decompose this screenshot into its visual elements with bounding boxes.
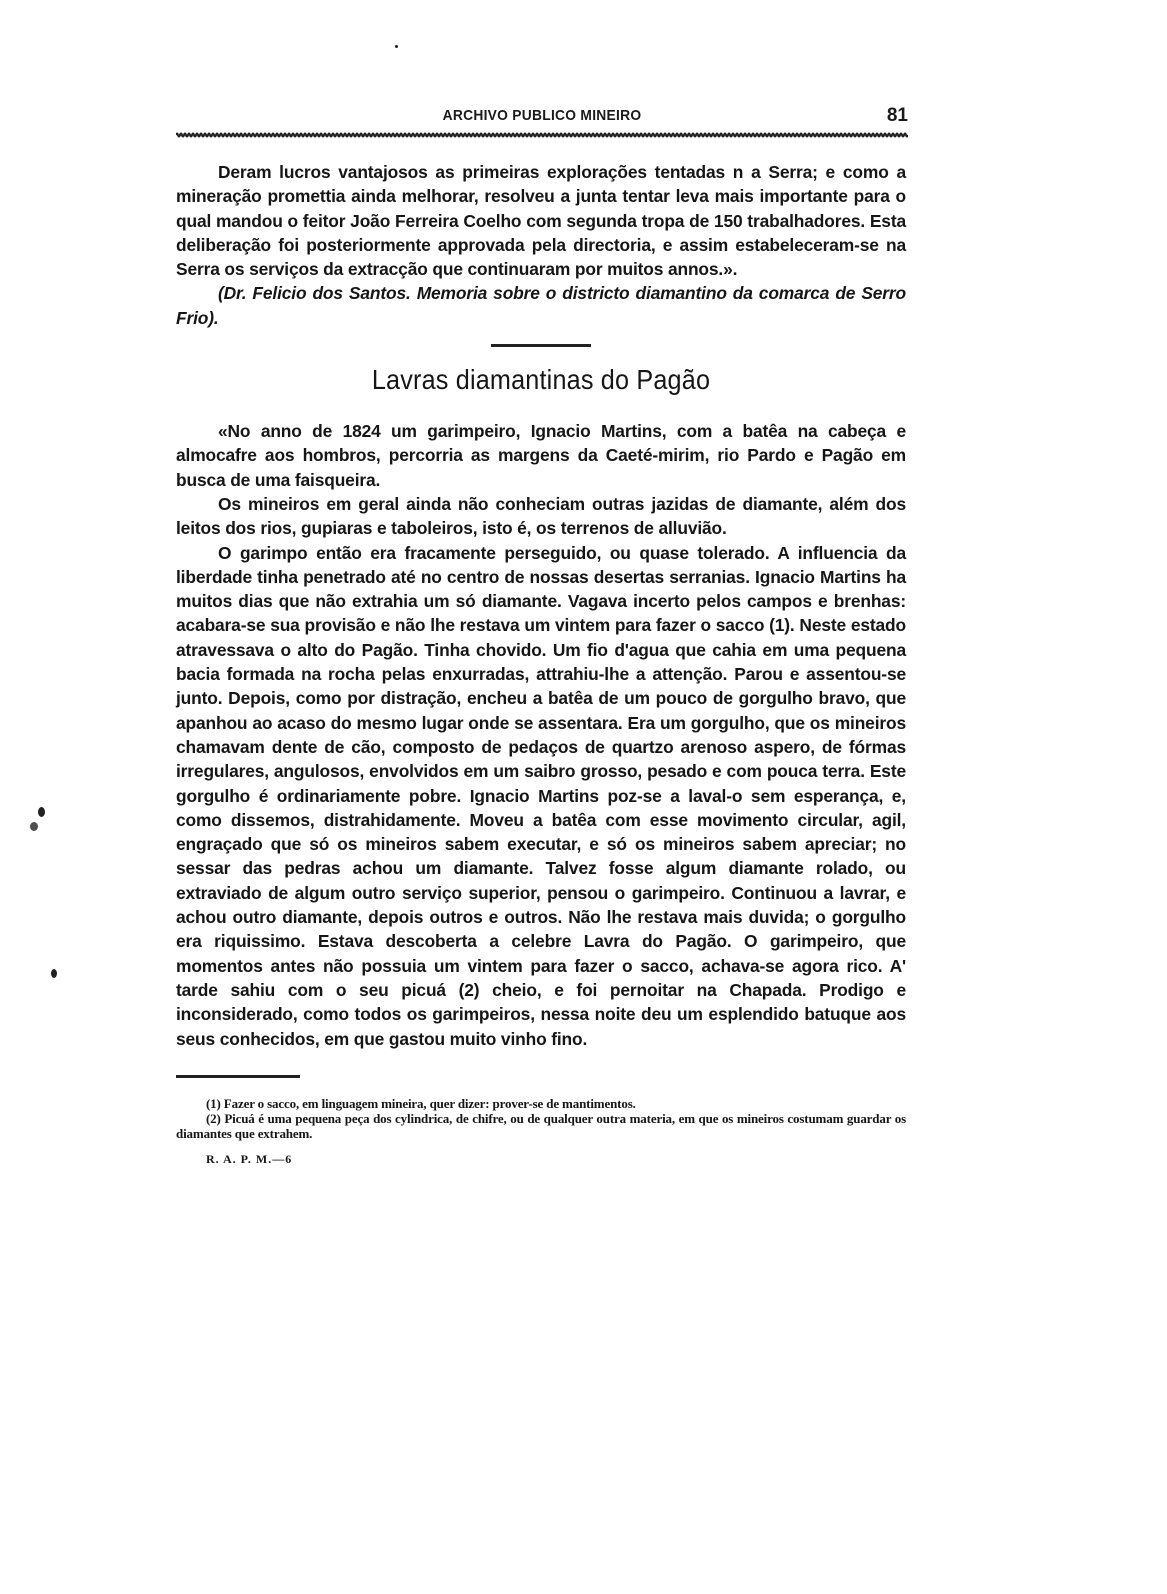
- footnote: (1) Fazer o sacco, em linguagem mineira, quer dizer: prover-se de mantimentos.: [206, 1095, 636, 1111]
- section-title: Lavras diamantinas do Pagão: [371, 364, 711, 396]
- section-divider: [491, 344, 591, 347]
- running-title: ARCHIVO PUBLICO MINEIRO: [442, 107, 642, 124]
- ink-blot-mark: [395, 45, 398, 48]
- ink-blot-mark: [38, 807, 45, 817]
- paragraph: Os mineiros em geral ainda não conheciam outras jazidas de diamante, além dos leitos dos rios, gupiaras e taboleiros, isto é, os terrenos de alluvião.: [176, 493, 906, 539]
- ink-blot-mark: [51, 969, 57, 978]
- page-number: 81: [886, 105, 908, 126]
- footnote-divider: [176, 1075, 300, 1078]
- page-header: [176, 107, 908, 131]
- paragraph: «No anno de 1824 um garimpeiro, Ignacio Martins, com a batêa na cabeça e almocafre aos hombros, percorria as margens da Caeté-mirim, rio Pardo e Pagão em busca de uma faisqueira.: [176, 421, 906, 490]
- footnote: (2) Picuá é uma pequena peça dos cylindrica, de chifre, ou de qualquer outra materia, em que os mineiros costumam guardar os diamantes que extrahem.: [176, 1110, 906, 1141]
- paragraph: O garimpo então era fracamente perseguido, ou quase tolerado. A influencia da liberdade tinha penetrado até no centro de nossas desertas serranias. Ignacio Martins ha muitos dias que não extrahia um só diamante. Vagava incerto pelos campos e brenhas: acabara-se sua provisão e não lhe restava um vintem para fazer o sacco (1). Neste estado atravessava o alto do Pagão. Tinha chovido. Um fio d'agua que cahia em uma pequena bacia formada na rocha pelas enxurradas, attrahiu-lhe a attenção. Parou e assentou-se junto. Depois, como por distração, encheu a batêa de um pouco de gorgulho bravo, que apanhou ao acaso do mesmo lugar onde se assentara. Era um gorgulho, que os mineiros chamavam dente de cão, composto de pedaços de quartzo arenoso aspero, de fórmas irregulares, angulosos, envolvidos em um saibro grosso, pesado e com pouca terra. Este gorgulho é ordinariamente pobre. Ignacio Martins poz-se a laval-o sem esperança, e, como dissemos, distrahidamente. Moveu a batêa com esse movimento circular, agil, engraçado que só os mineiros sabem executar, e só os mineiros sabem apreciar; no sessar das pedras achou um diamante. Talvez fosse algum diamante rolado, ou extraviado de algum outro serviço superior, pensou o garimpeiro. Continuou a lavrar, e achou outro diamante, depois outros e outros. Não lhe restava mais duvida; o gorgulho era riquissimo. Estava descoberta a celebre Lavra do Pagão. O garimpeiro, que momentos antes não possuia um vintem para fazer o sacco, achava-se agora rico. A' tarde sahiu com o seu picuá (2) cheio, e foi pernoitar na Chapada. Prodigo e inconsiderado, como todos os garimpeiros, nessa noite deu um esplendido batuque aos seus conhecidos, em que gastou muito vinho fino.: [176, 542, 906, 1049]
- footnotes: [176, 1096, 906, 1141]
- signature-mark: R. A. P. M.—6: [206, 1151, 293, 1166]
- citation: (Dr. Felicio dos Santos. Memoria sobre o districto diamantino da comarca de Serro Frio).: [176, 283, 906, 328]
- ink-blot-mark: [30, 822, 38, 831]
- intro-quote-paragraph: Deram lucros vantajosos as primeiras explorações tentadas n a Serra; e como a mineração promettia ainda melhorar, resolveu a junta tentar leva mais importante para o qual mandou o feitor João Ferreira Coelho com segunda tropa de 150 trabalhadores. Esta deliberação foi posteriormente approvada pela directoria, e assim estabeleceram-se na Serra os serviços da extracção que continuaram por muitos annos.».: [176, 162, 906, 280]
- wavy-header-rule: [176, 132, 908, 138]
- article-body: [176, 160, 906, 1171]
